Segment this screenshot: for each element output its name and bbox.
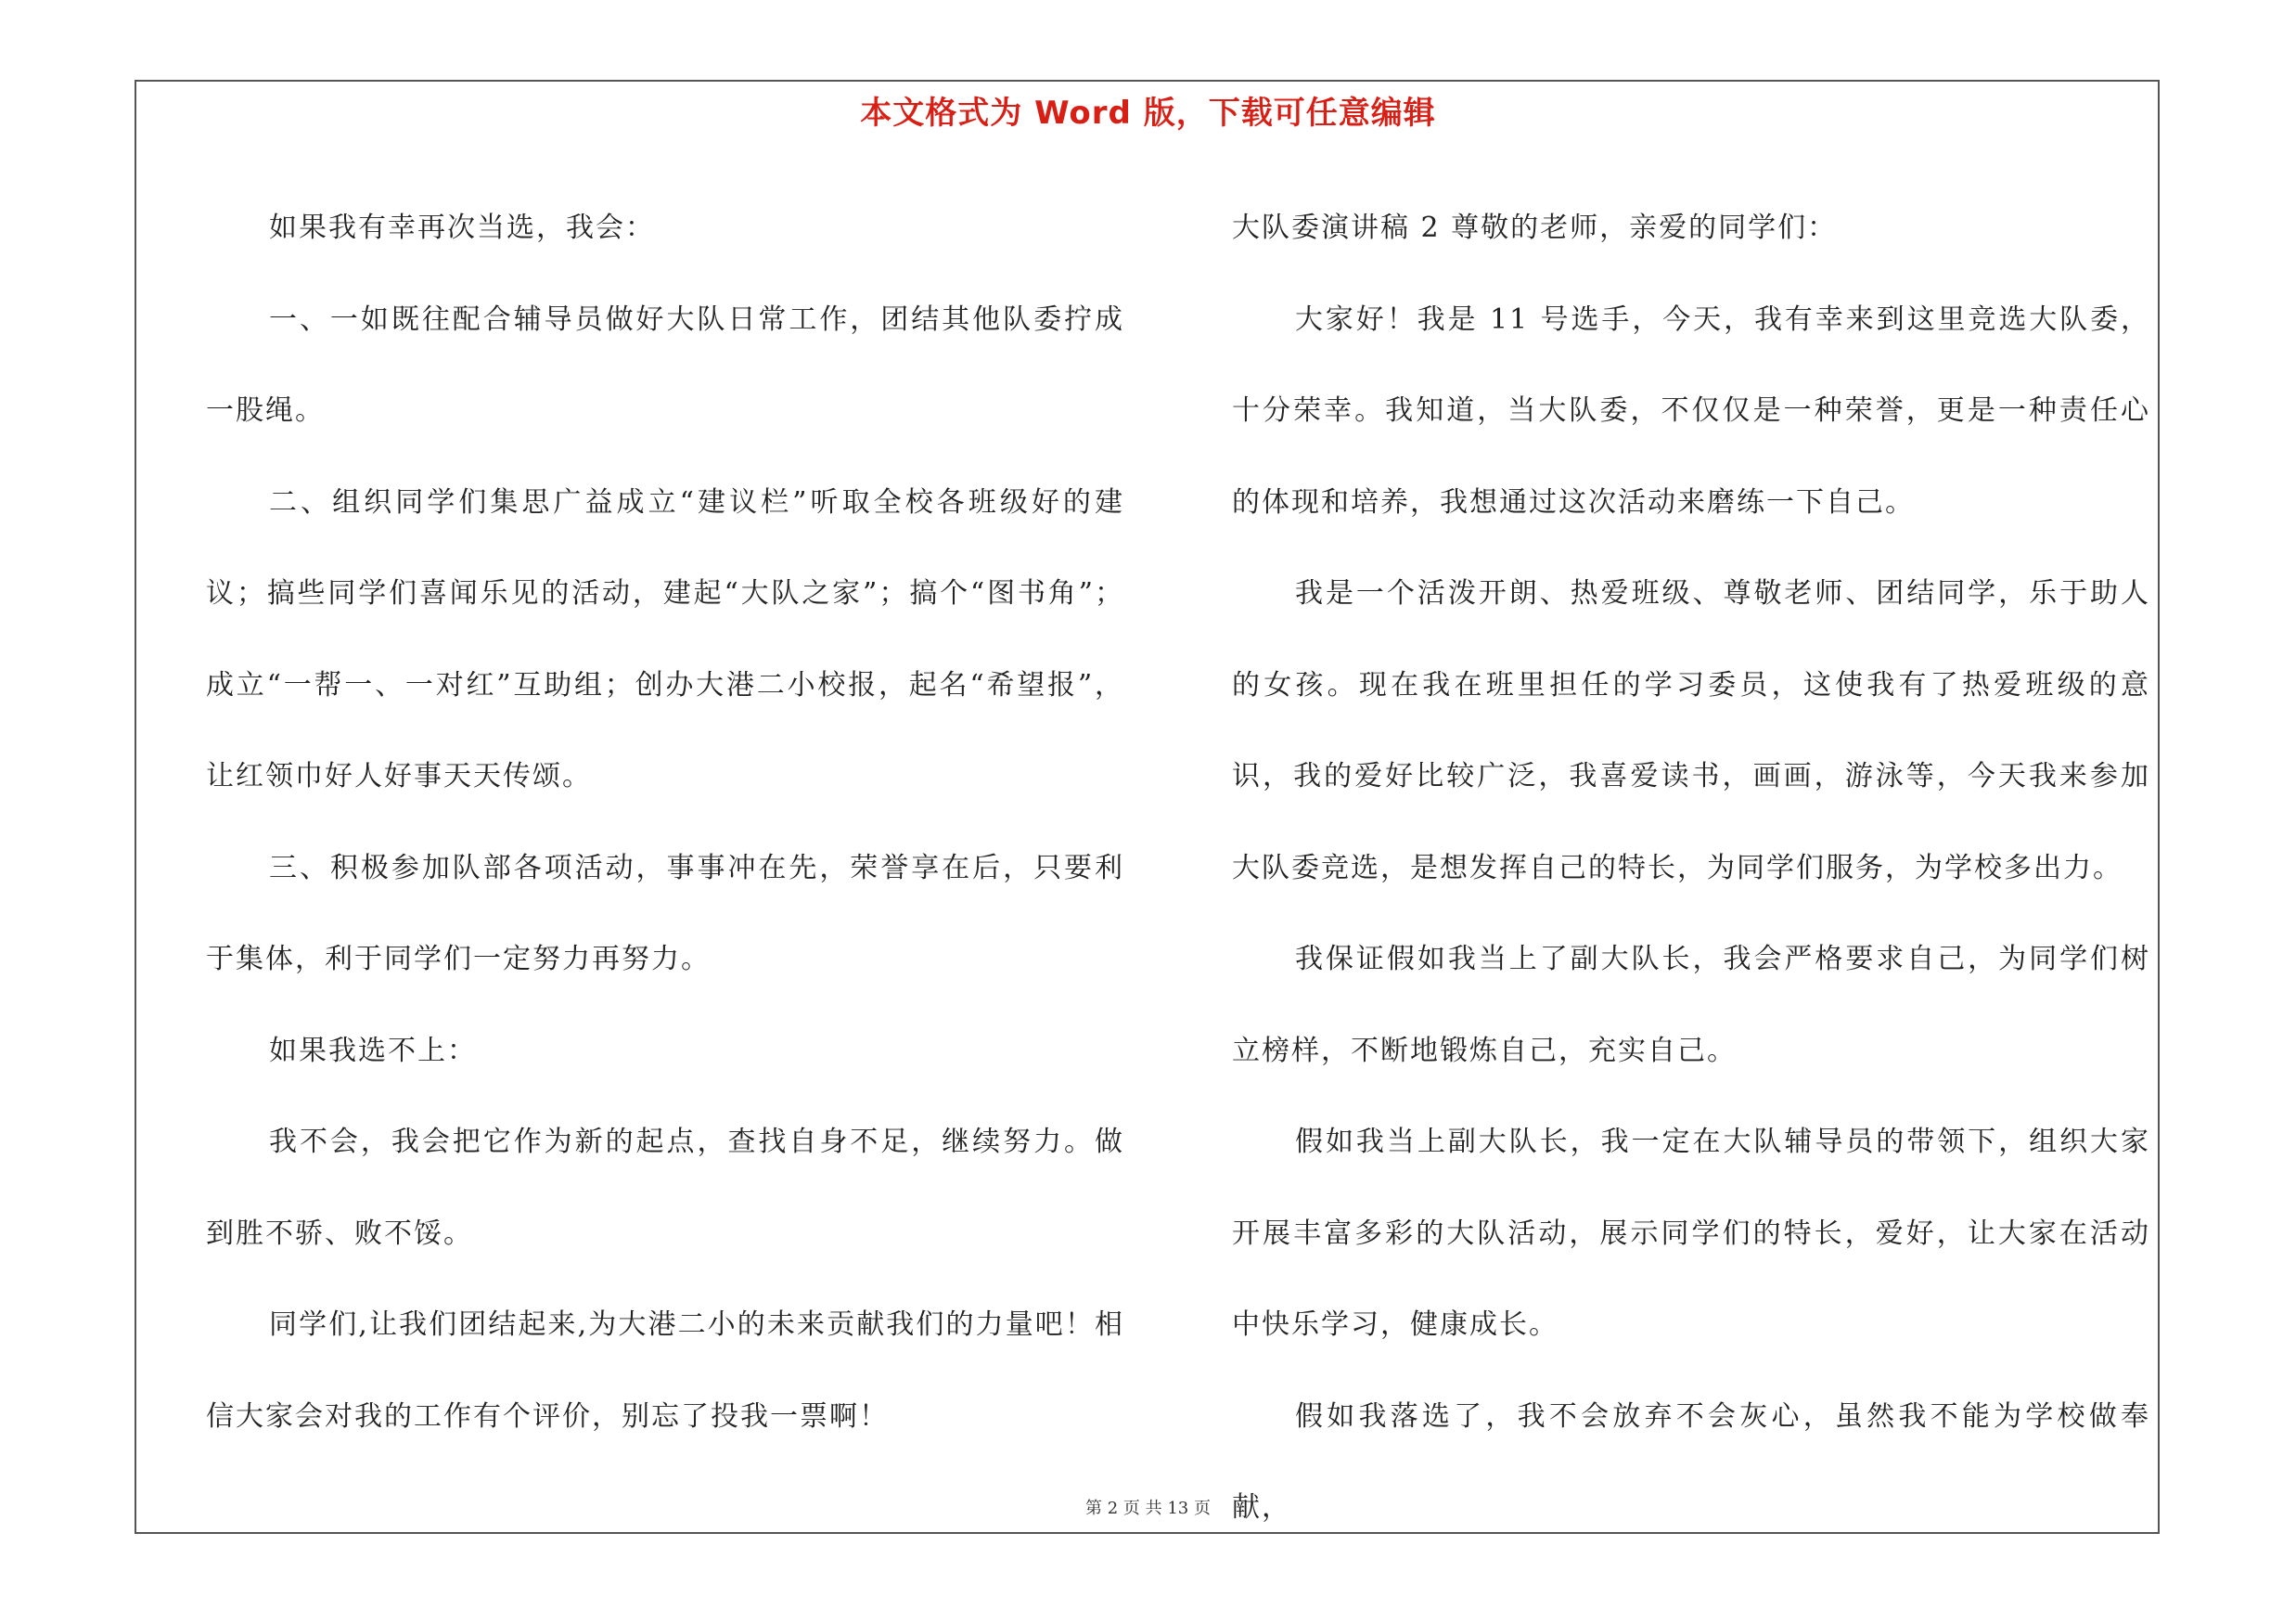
paragraph: 三、积极参加队部各项活动，事事冲在先，荣誉享在后，只要利于集体，利于同学们一定努力再努力。 (206, 851, 1124, 975)
right-column (1232, 183, 2150, 1554)
paragraph: 如果我选不上： (269, 1034, 477, 1067)
paragraph: 二、组织同学们集思广益成立“建议栏”听取全校各班级好的建议；搞些同学们喜闻乐见的活动，建起“大队之家”；搞个“图书角”；成立“一帮一、一对红”互助组；创办大港二小校报，起名“希望报”，让红领巾好人好事天天传颂。 (206, 485, 1124, 792)
paragraph: 假如我当上副大队长，我一定在大队辅导员的带领下，组织大家开展丰富多彩的大队活动，展示同学们的特长，爱好，让大家在活动中快乐学习，健康成长。 (1232, 1126, 2150, 1341)
paragraph: 如果我有幸再次当选，我会： (269, 212, 655, 244)
paragraph: 一、一如既往配合辅导员做好大队日常工作，团结其他队委拧成一股绳。 (206, 303, 1124, 427)
paragraph: 大家好！我是 11 号选手，今天，我有幸来到这里竞选大队委，十分荣幸。我知道，当大队委，不仅仅是一种荣誉，更是一种责任心的体现和培养，我想通过这次活动来磨练一下自己。 (1232, 303, 2150, 519)
paragraph: 同学们,让我们团结起来,为大港二小的未来贡献我们的力量吧！相信大家会对我的工作有个评价，别忘了投我一票啊！ (206, 1308, 1124, 1433)
paragraph: 我不会，我会把它作为新的起点，查找自身不足，继续努力。做到胜不骄、败不馁。 (206, 1126, 1124, 1250)
speech-heading-line: 大队委演讲稿 2 尊敬的老师，亲爱的同学们： (1232, 212, 1838, 244)
paragraph: 假如我落选了，我不会放弃不会灰心，虽然我不能为学校做奉献， (1232, 1399, 2150, 1524)
page-number-footer: 第 2 页 共 13 页 (1085, 1499, 1211, 1518)
paragraph: 我保证假如我当上了副大队长，我会严格要求自己，为同学们树立榜样，不断地锻炼自己，充实自己。 (1232, 943, 2150, 1067)
format-banner: 本文格式为 Word 版，下载可任意编辑 (860, 95, 1436, 132)
left-column (206, 183, 1124, 1462)
paragraph: 我是一个活泼开朗、热爱班级、尊敬老师、团结同学，乐于助人的女孩。现在我在班里担任的学习委员，这使我有了热爱班级的意识，我的爱好比较广泛，我喜爱读书，画画，游泳等，今天我来参加大队委竞选，是想发挥自己的特长，为同学们服务，为学校多出力。 (1232, 577, 2150, 884)
